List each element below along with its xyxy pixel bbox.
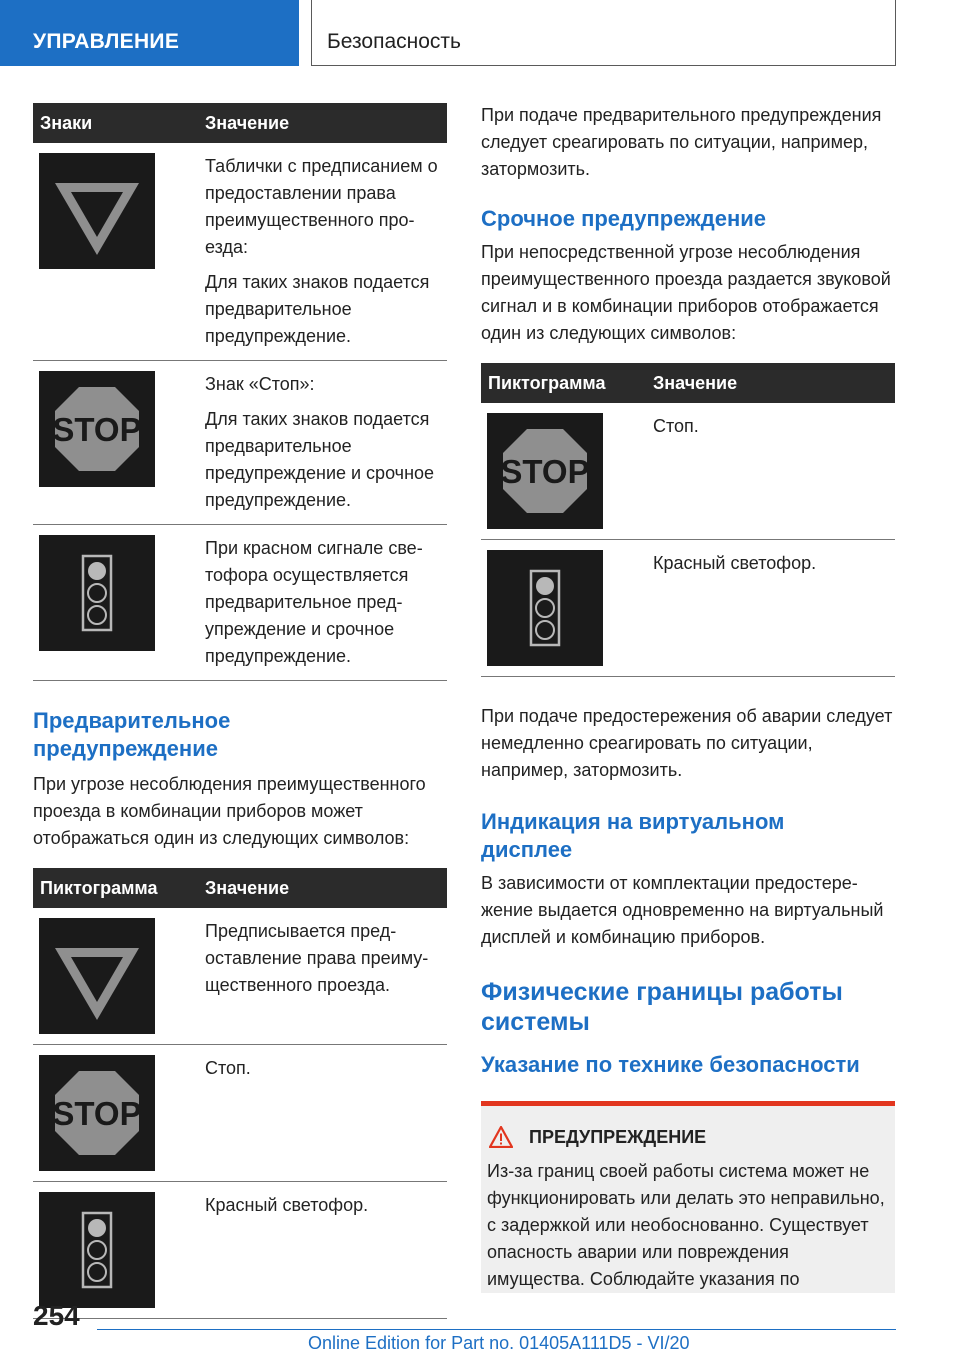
heading-line: предупреждение xyxy=(33,736,218,761)
column-header: Знаки xyxy=(33,103,205,143)
page-number: 254 xyxy=(33,1300,80,1331)
column-header: Значение xyxy=(205,103,447,143)
virtual-heading xyxy=(481,808,895,864)
column-header: Пиктограмма xyxy=(481,363,653,403)
heading-line: Предварительное xyxy=(33,708,231,733)
heading-line: системы xyxy=(481,1008,590,1036)
safety-heading: Указание по технике безопасности xyxy=(481,1052,860,1077)
row-text: Красный светофор. xyxy=(205,1195,369,1215)
row-text: Стоп. xyxy=(205,1058,251,1078)
table-header xyxy=(33,103,447,143)
warning-triangle-icon xyxy=(489,1126,513,1148)
prelim-table xyxy=(33,868,447,1319)
table-row xyxy=(33,1182,447,1319)
stop-sign-icon xyxy=(39,371,155,487)
table-row xyxy=(481,403,895,540)
stop-sign-icon xyxy=(39,1055,155,1171)
table-row xyxy=(481,540,895,677)
limits-heading xyxy=(481,977,895,1037)
row-text: Знак «Стоп»: xyxy=(205,374,315,394)
heading-line: Физические границы работы xyxy=(481,978,843,1006)
row-text: Стоп. xyxy=(653,416,699,436)
prelim-heading xyxy=(33,707,447,763)
chapter-title: Безопасность xyxy=(311,0,896,66)
urgent-table xyxy=(481,363,895,677)
row-text: Для таких знаков подается предварительное предупреждение и срочное предупреждение. xyxy=(205,409,435,510)
warning-header xyxy=(489,1126,895,1148)
footer-divider xyxy=(97,1329,896,1330)
left-column xyxy=(33,103,447,1319)
column-header: Пиктограмма xyxy=(33,868,205,908)
yield-sign-icon xyxy=(39,918,155,1034)
red-traffic-light-icon xyxy=(487,550,603,666)
signs-table xyxy=(33,103,447,681)
heading-line: дисплее xyxy=(481,837,573,862)
prelim-text: При угрозе несоблюдения преимущественного проезда в комбинации приборов может отображаться один из следующих символов: xyxy=(33,774,426,848)
urgent-note: При подаче предостережения об аварии следует немедленно среагировать по ситуации, например, затормозить. xyxy=(481,706,893,780)
table-row xyxy=(33,525,447,681)
row-text: При красном сигнале светофора осуществляется предварительное предупреждение и срочное предупреждение. xyxy=(205,538,423,666)
row-text: Таблички с предписанием о предоставлении права преимущественного проезда: xyxy=(205,156,438,257)
warning-box xyxy=(481,1101,895,1293)
intro-text: При подаче предварительного предупреждения следует среагировать по ситуации, например, затормозить. xyxy=(481,105,882,179)
column-header: Значение xyxy=(205,868,447,908)
row-text: Красный светофор. xyxy=(653,553,817,573)
yield-sign-icon xyxy=(39,153,155,269)
red-traffic-light-icon xyxy=(39,1192,155,1308)
table-row xyxy=(33,361,447,525)
urgent-text: При непосредственной угрозе несоблюдения преимущественного проезда раздается звуковой сигнал и в комбинации приборов отображается один из следующих символов: xyxy=(481,242,891,343)
section-tab: УПРАВЛЕНИЕ xyxy=(0,0,299,66)
warning-text: Из-за границ своей работы система может не функционировать или делать это неправильно, с задержкой или необоснованно. Существует опасность аварии или повреждения имущества. Соблюдайте указания по xyxy=(487,1161,885,1289)
red-traffic-light-icon xyxy=(39,535,155,651)
row-text: Предписывается предоставление права преимущественного проезда. xyxy=(205,921,429,995)
table-header xyxy=(481,363,895,403)
table-row xyxy=(33,1045,447,1182)
footer-edition: Online Edition for Part no. 01405A111D5 - VI/20 xyxy=(308,1333,690,1353)
table-row xyxy=(33,908,447,1045)
table-header xyxy=(33,868,447,908)
page-header xyxy=(0,0,960,66)
column-header: Значение xyxy=(653,363,895,403)
stop-sign-icon xyxy=(487,413,603,529)
warning-title: ПРЕДУПРЕЖДЕНИЕ xyxy=(529,1126,707,1147)
heading-line: Индикация на виртуальном xyxy=(481,809,785,834)
urgent-heading: Срочное предупреждение xyxy=(481,206,767,231)
virtual-text: В зависимости от комплектации предостережение выдается одновременно на виртуальный дисплей и комбинацию приборов. xyxy=(481,873,884,947)
table-row xyxy=(33,143,447,361)
right-column xyxy=(481,103,895,1293)
row-text: Для таких знаков подается предварительное предупреждение. xyxy=(205,272,430,346)
